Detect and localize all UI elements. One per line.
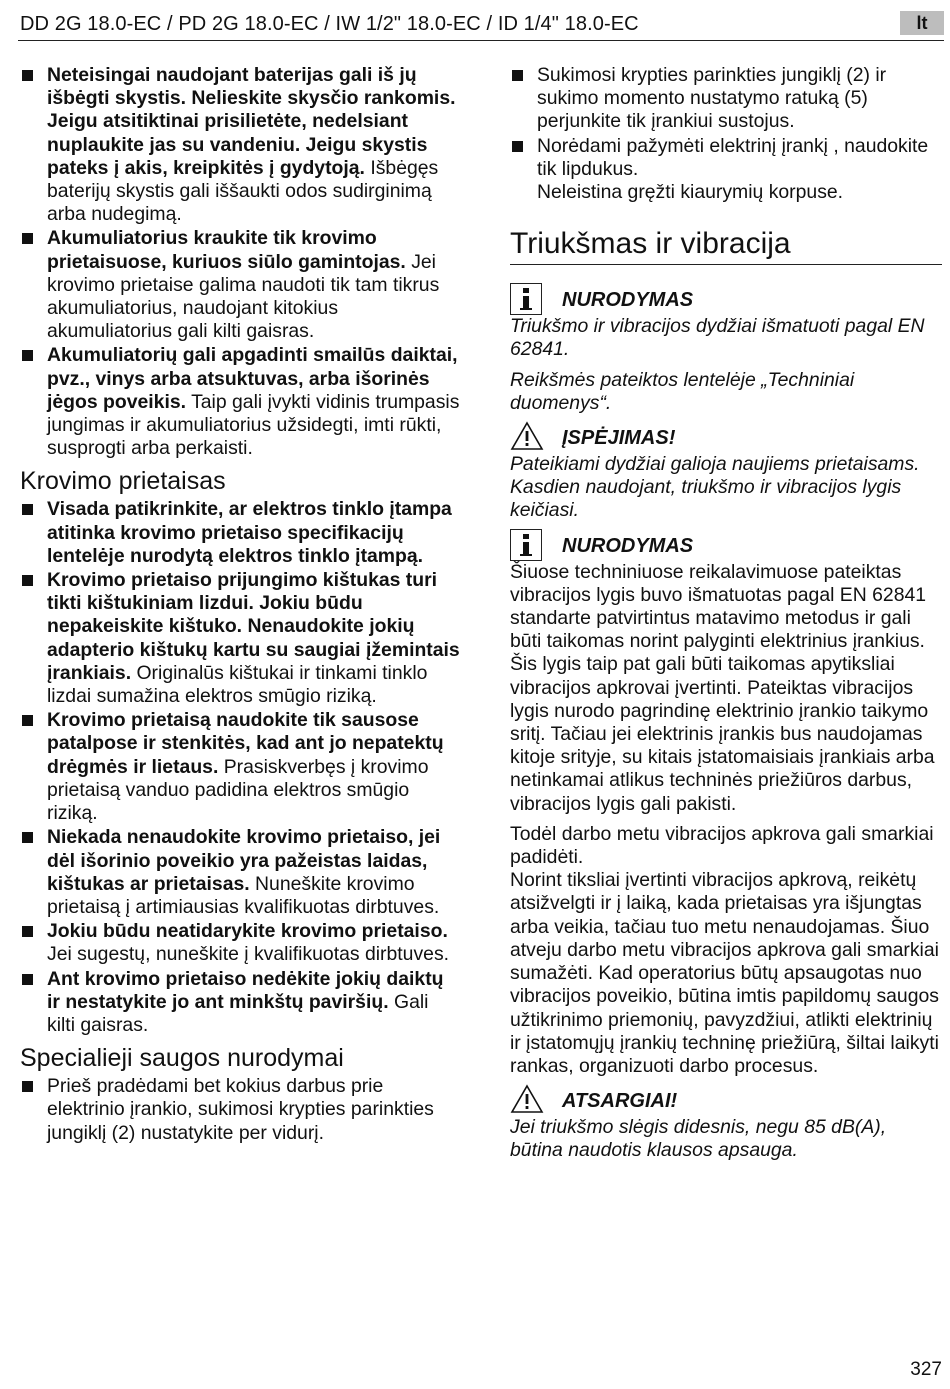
info-icon	[510, 529, 542, 561]
bullet-square-icon	[512, 141, 523, 152]
page-number: 327	[910, 1359, 942, 1380]
right-column	[510, 64, 942, 1163]
bullet-square-icon	[22, 1081, 33, 1092]
bullet-text: Prieš pradėdami bet kokius darbus prie elektrinio įrankio, sukimosi krypties parinkties jungiklį (2) nustatykite per vidurį.	[47, 1075, 434, 1144]
battery-bullet-3	[20, 344, 460, 460]
charger-bullet-6	[20, 968, 460, 1038]
bullet-text: Originalūs kištukai ir tinkami tinklo lizdai sumažina elektros smūgio riziką.	[47, 661, 428, 708]
noise-vibration-heading: Triukšmas ir vibracija	[510, 226, 942, 265]
right-bullet-2	[510, 135, 942, 181]
left-column	[20, 64, 460, 1145]
charger-bullet-1	[20, 498, 460, 568]
bullet-square-icon	[22, 715, 33, 726]
bullet-bold-text: Akumuliatorius kraukite tik krovimo prietaisuose, kuriuos siūlo gamintojas.	[47, 227, 406, 273]
bullet-text: Prasiskverbęs į krovimo prietaisą vanduo padidina elektros smūgio riziką.	[47, 755, 429, 825]
warning-text: Pateikiami dydžiai galioja naujiems prietaisams. Kasdien naudojant, triukšmo ir vibracijos lygis keičiasi.	[510, 453, 920, 522]
bullet-bold-text: Akumuliatorių gali apgadinti smailūs daiktai, pvz., vinys arba atsuktuvas, arba išorinės jėgos poveikis.	[47, 344, 458, 413]
charger-bullet-5	[20, 920, 460, 966]
bullet-square-icon	[22, 832, 33, 843]
bullet-text: Sukimosi krypties parinkties jungiklį (2) ir sukimo momento nustatymo ratuką (5) perjunkite tik įrankiui sustojus.	[537, 64, 887, 133]
bullet-square-icon	[22, 350, 33, 361]
bullet-text: Gali kilti gaisras.	[47, 990, 429, 1036]
bullet-square-icon	[22, 974, 33, 985]
caution-block	[510, 1084, 942, 1162]
note-title: NURODYMAS	[562, 534, 694, 557]
special-safety-heading: Specialieji saugos nurodymai	[20, 1044, 344, 1073]
bullet-bold-text: Niekada nenaudokite krovimo prietaiso, jei dėl išorinio poveikio yra pažeistas laidas, kištukas ar prietaisas.	[47, 826, 441, 895]
bullet-text: Taip gali įvykti vidinis trumpasis jungimas ir akumuliatorius užsidegti, imti rūkti, susprogti arba perkaisti.	[47, 390, 460, 460]
bullet-text: Norėdami pažymėti elektrinį įrankį , naudokite tik lipdukus.	[537, 134, 929, 180]
battery-bullet-1	[20, 64, 460, 226]
charger-bullet-3	[20, 709, 460, 825]
bullet-square-icon	[22, 233, 33, 244]
note-paragraph: Šiuose techniniuose reikalavimuose pateiktas vibracijos lygis buvo išmatuotas pagal EN 62841 standarte patvirtintus matavimo metodus ir gali būti taikomas norint palyginti elektrinius įrankius. Šis lygis taip pat gali būti taikomas apytiksliai vibracijos apkrovai įvertinti. Pateiktas vibracijos lygis nurodo pagrindinę elektrinio įrankio taikymo sritį. Tačiau jei elektrinis įrankis bus naudojamas kitoje srityje, su kitais įstatomaisiais įrankiais arba netinkamai atlikus techninės priežiūros darbus, vibracijos lygis gali pakisti.	[510, 560, 935, 815]
caution-title: ATSARGIAI!	[562, 1090, 678, 1113]
warning-block	[510, 421, 942, 523]
note-paragraph: Norint tiksliai įvertinti vibracijos apkrovą, reikėtų atsižvelgti ir į laiką, kada prietaisas yra išjungtas arba veikia, tačiau tuo metu nenaudojamas. Šiuo atveju darbo metu vibracijos apkrova gali smarkiai sumažėti. Kad operatorius būtų apsaugotas nuo vibracijos poveikio, būtina imtis papildomų saugos užtikrinimo priemonių, pavyzdžiui, atlikti elektrinių ir įstatomųjų įrankių techninę priežiūrą, šiltai laikyti rankas, organizuoti darbo procesus.	[510, 869, 939, 1077]
bullet-text: Jei sugestų, nuneškite į kvalifikuotas dirbtuves.	[47, 943, 450, 966]
note-paragraph: Todėl darbo metu vibracijos apkrova gali smarkiai padidėti.	[510, 822, 934, 869]
bullet-square-icon	[22, 926, 33, 937]
page-header	[18, 8, 944, 41]
bullet-square-icon	[22, 504, 33, 515]
right-bullet-2-continuation: Neleistina gręžti kiaurymių korpuse.	[537, 181, 844, 204]
right-bullet-1	[510, 64, 942, 134]
bullet-square-icon	[512, 70, 523, 81]
bullet-square-icon	[22, 575, 33, 586]
bullet-square-icon	[22, 70, 33, 81]
warning-title: ĮSPĖJIMAS!	[562, 427, 676, 450]
bullet-text: Išbėgęs baterijų skystis gali iššaukti odos sudirginimą arba nudegimą.	[47, 156, 439, 226]
charger-bullet-4	[20, 826, 460, 919]
note-paragraph: Reikšmės pateiktos lentelėje „Techniniai duomenys“.	[510, 368, 855, 414]
note-block-2	[510, 529, 942, 1078]
bullet-text: Jei krovimo prietaise galima naudoti tik tam tikrus akumuliatorius, naudojant kitokius akumuliatorius gali kilti gaisras.	[47, 250, 440, 343]
bullet-bold-text: Jokiu būdu neatidarykite krovimo prietaiso.	[47, 920, 448, 943]
battery-bullet-2	[20, 227, 460, 343]
note-callout-2	[510, 529, 942, 561]
note-block-1	[510, 283, 942, 415]
bullet-bold-text: Visada patikrinkite, ar elektros tinklo įtampa atitinka krovimo prietaiso specifikacijų lentelėje nurodytą elektros tinklo įtampą.	[47, 498, 452, 567]
charger-heading: Krovimo prietaisas	[20, 467, 226, 496]
caution-text: Jei triukšmo slėgis didesnis, negu 85 dB(A), būtina naudotis klausos apsauga.	[510, 1116, 887, 1162]
bullet-bold-text: Krovimo prietaiso prijungimo kištukas turi tikti kištukiniam lizdui. Jokiu būdu nepakeiskite kištuko. Nenaudokite jokių adapterio kištukų kartu su saugiai įžemintais įrankiais.	[47, 569, 460, 684]
bullet-bold-text: Ant krovimo prietaiso nedėkite jokių daiktų ir nestatykite jo ant minkštų paviršių.	[47, 967, 444, 1013]
charger-bullet-2	[20, 569, 460, 708]
info-icon	[510, 283, 542, 315]
special-bullet-1	[20, 1075, 460, 1145]
note-title: NURODYMAS	[562, 289, 694, 312]
warning-triangle-icon	[510, 421, 544, 457]
note-callout-1	[510, 283, 942, 315]
bullet-text: Nuneškite krovimo prietaisą į artimiausias kvalifikuotas dirbtuves.	[47, 872, 440, 918]
warning-triangle-icon	[510, 1084, 544, 1120]
bullet-bold-text: Neteisingai naudojant baterijas gali iš jų išbėgti skystis. Nelieskite skysčio rankomis. Jeigu atsitiktinai prisilietėte, nedelsiant nuplaukite jas su vandeniu. Jeigu skystis pateks į akis, kreipkitės į gydytoją.	[47, 64, 456, 179]
document-title: DD 2G 18.0-EC / PD 2G 18.0-EC / IW 1/2" 18.0-EC / ID 1/4" 18.0-EC	[20, 13, 639, 35]
note-paragraph: Triukšmo ir vibracijos dydžiai išmatuoti pagal EN 62841.	[510, 315, 925, 361]
warning-callout	[510, 421, 942, 453]
caution-callout	[510, 1084, 942, 1116]
bullet-bold-text: Krovimo prietaisą naudokite tik sausose patalpose ir stenkitės, kad ant jo nepatektų drėgmės ir lietaus.	[47, 709, 444, 778]
language-badge: lt	[900, 11, 944, 35]
